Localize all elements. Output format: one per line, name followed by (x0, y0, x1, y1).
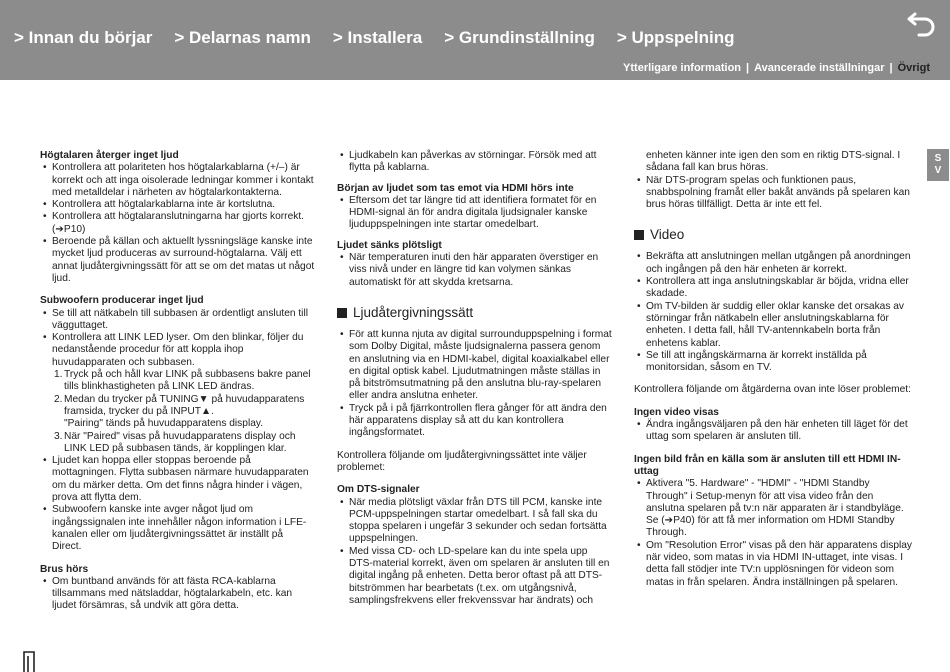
subnav-separator: | (889, 62, 893, 74)
step-item (40, 418, 315, 430)
column-1 (40, 150, 315, 613)
list-item: • Se till att ingångskärmarna är korrekt inställda på monitorsidan, såsom en TV. (634, 350, 912, 375)
section-title: Video (650, 227, 685, 243)
column-3 (634, 150, 912, 589)
list-item: • Eftersom det tar längre tid att identifiera formatet för en HDMI-signal än för andra digitala ljudsignaler kanske ljuduppspelningen inte startar omedelbart. (337, 195, 613, 232)
list (337, 497, 613, 608)
list (40, 576, 315, 613)
step-number: 3. (54, 430, 63, 442)
paragraph: Kontrollera följande om ljudåtergivningssättet inte väljer problemet: (337, 449, 587, 473)
list-item: • Med vissa CD- och LD-spelare kan du inte spela upp DTS-material korrekt, även om spelaren är ansluten till en digital ingång på enheten. Detta beror oftast på att DTS-bitströmmen har bearbetats (t.ex. om utgångsnivå, samplingsfrekvens eller frekvenssvar har ändrats) och (337, 546, 613, 607)
heading-hdmi-ljud: Början av ljudet som tas emot via HDMI hörs inte (337, 182, 574, 194)
list-item: • Kontrollera att LINK LED lyser. Om den blinkar, följer du nedanstående procedur för att koppla ihop huvudapparaten och subbasen. (40, 332, 315, 369)
list (337, 252, 613, 289)
list (634, 251, 912, 374)
section-square-icon (337, 308, 347, 318)
step-text: Medan du trycker på TUNING▼ på huvudapparatens framsida, trycker du på INPUT▲. (64, 393, 305, 417)
section-title: Ljudåtergivningssätt (353, 304, 474, 320)
list-item: • För att kunna njuta av digital surrounduppspelning i format som Dolby Digital, måste ljudsignalerna passera genom en anslutning via en HDMI-kabel, digital koaxialkabel eller en digital optisk kabel. Ljudutmatningen måste ställas in på bitströmsutmatning på den anslutna blu-ray-spelaren eller andra anslutna enheter. (337, 329, 613, 403)
list (634, 478, 912, 589)
step-number: 2. (54, 393, 63, 405)
list-item: • När DTS-program spelas och funktionen paus, snabbspolning framåt eller bakåt används på spelaren kan brus höras tillfälligt. Detta är inte ett fel. (634, 175, 912, 212)
list-item: • Se till att nätkabeln till subbasen är ordentligt ansluten till vägguttaget. (40, 308, 315, 333)
list-item: • Ljudkabeln kan påverkas av störningar. Försök med att flytta på kablarna. (337, 150, 613, 175)
list (40, 162, 315, 285)
list-item: • Om "Resolution Error" visas på den här apparatens display när video, som matas in via HDMI IN-uttaget, inte visas. I detta fall stödjer inte TV:n upplösningen för videon som matas in från spelaren. Ändra inställningen på spelaren. (634, 540, 912, 589)
list-item: • Subwoofern kanske inte avger något ljud om ingångssignalen inte innehåller någon information i LFE-kanalen eller om ljudåtergivningssättet är inställt på Direct. (40, 504, 315, 553)
list-item: • Ändra ingångsväljaren på den här enheten till läget för det uttag som spelaren är ansluten till. (634, 419, 912, 444)
subnav-ovrigt[interactable]: Övrigt (897, 62, 930, 74)
sub-navigation (623, 62, 930, 74)
page-number-glyph-icon (22, 648, 36, 672)
step-item (40, 369, 315, 394)
list (40, 455, 315, 553)
subnav-separator: | (746, 62, 750, 74)
list (337, 150, 613, 175)
section-square-icon (634, 230, 644, 240)
subnav-avancerade-installningar[interactable]: Avancerade inställningar (754, 62, 885, 74)
list (40, 308, 315, 369)
step-text: När "Paired" visas på huvudapparatens display och LINK LED på subbasen tänds, är kopplingen klar. (64, 430, 296, 454)
heading-ljudet-sanks: Ljudet sänks plötsligt (337, 239, 442, 251)
section-ljudatergivningssatt (337, 305, 613, 321)
list-item: • Kontrollera att högtalarkablarna inte är kortslutna. (40, 199, 315, 211)
nav-installera[interactable]: > Installera (332, 28, 423, 47)
list (634, 175, 912, 212)
nav-delarnas-namn[interactable]: > Delarnas namn (174, 28, 311, 47)
section-video (634, 227, 912, 243)
heading-ingen-video: Ingen video visas (634, 406, 719, 418)
step-number: 1. (54, 369, 63, 381)
list-item: • Aktivera "5. Hardware" - "HDMI" - "HDMI Standby Through" i Setup-menyn för att visa video från den anslutna spelaren på tv:n när apparaten är i standbyläge. Se (➔P40) för att få mer information om HDMI Standby Through. (634, 478, 912, 539)
steps-list (40, 369, 315, 455)
nav-innan-du-borjar[interactable]: > Innan du börjar (14, 28, 153, 47)
list (337, 195, 613, 232)
column-2 (337, 150, 613, 607)
list-item: • Om TV-bilden är suddig eller oklar kanske det orsakas av störningar från nätkabeln eller anslutningskablarna för enheten. I detta fall, håll TV-antennkabeln borta från enhetens kablar. (634, 301, 912, 350)
list-item: • När temperaturen inuti den här apparaten överstiger en viss nivå under en längre tid kan volymen sänkas automatiskt för att skydda kretsarna. (337, 252, 613, 289)
list-item: • Bekräfta att anslutningen mellan utgången på anordningen och ingången på den här enheten är korrekt. (634, 251, 912, 276)
list-item: • Om buntband används för att fästa RCA-kablarna tillsammans med nätsladdar, högtalarkabeln, etc. kan ljudet försämras, så undvik att göra detta. (40, 576, 315, 613)
list-item: • Beroende på källan och aktuellt lyssningsläge kanske inte mycket ljud produceras av surround-högtalarna. Välj ett annat ljudåtergivningssätt för att se om det matas ut något ljud. (40, 236, 315, 285)
subnav-ytterligare-information[interactable]: Ytterligare information (623, 62, 742, 74)
chapter-nav (14, 28, 756, 48)
language-letter: V (934, 165, 942, 176)
list-item: • Kontrollera att inga anslutningskablar är böjda, vridna eller skadade. (634, 276, 912, 301)
heading-hogtalaren: Högtalaren återger inget ljud (40, 150, 179, 161)
nav-uppspelning[interactable]: > Uppspelning (616, 28, 735, 47)
top-navigation-bar (0, 0, 950, 80)
list-item: • Kontrollera att polariteten hos högtalarkablarna (+/–) är korrekt och att inga oisolerade ledningar kommer i kontakt med metalldelar i närheten av högtalarkontakterna. (40, 162, 315, 199)
paragraph: Kontrollera följande om åtgärderna ovan inte löser problemet: (634, 384, 911, 396)
step-item (40, 394, 315, 419)
heading-dts: Om DTS-signaler (337, 484, 420, 496)
list-item: • Kontrollera att högtalaranslutningarna har gjorts korrekt. (➔P10) (40, 211, 315, 236)
heading-subwoofern: Subwoofern producerar inget ljud (40, 295, 204, 307)
language-tab-sv (927, 149, 949, 181)
list-item: • När media plötsligt växlar från DTS till PCM, kanske inte PCM-uppspelningen startar omedelbart. I så fall ska du stoppa spelaren i ungefär 3 sekunder och sedan fortsätta uppspelningen. (337, 497, 613, 546)
step-item (40, 431, 315, 456)
step-text: Tryck på och håll kvar LINK på subbasens bakre panel tills blinkhastigheten på LINK LED ändras. (64, 369, 311, 393)
list (337, 329, 613, 440)
language-letter: S (934, 153, 942, 164)
back-arrow-icon[interactable] (905, 8, 939, 38)
step-text: "Pairing" tänds på huvudapparatens display. (64, 418, 264, 430)
nav-grundinstallning[interactable]: > Grundinställning (444, 28, 595, 47)
heading-ingen-bild-hdmi: Ingen bild från en källa som är ansluten till ett HDMI IN-uttag (634, 453, 901, 477)
list-item: • Ljudet kan hoppa eller stoppas beroende på mottagningen. Flytta subbasen närmare huvudapparaten om du märker detta. Om det finns några hinder i vägen, prova att flytta dem. (40, 455, 315, 504)
list-item: • Tryck på ⅰ på fjärrkontrollen flera gånger för att ändra den här apparatens display så att du kan kontrollera ingångsformatet. (337, 403, 613, 440)
paragraph: enheten känner inte igen den som en riktig DTS-signal. I sådana fall kan brus höras. (646, 150, 901, 174)
list (634, 419, 912, 444)
heading-brus: Brus hörs (40, 563, 89, 575)
